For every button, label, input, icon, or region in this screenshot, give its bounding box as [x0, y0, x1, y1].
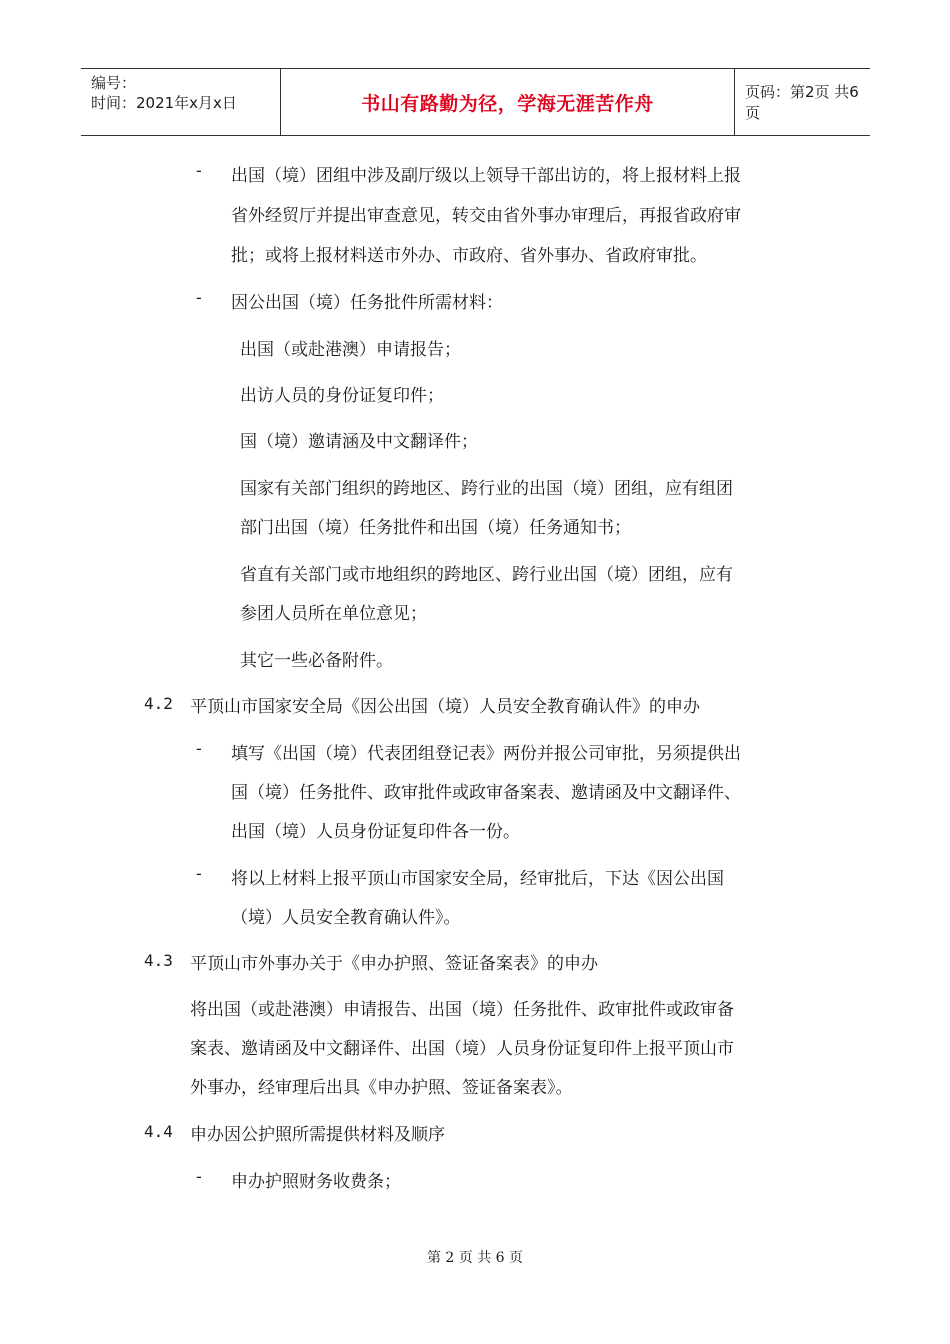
paragraph-line: 申办护照财务收费条；	[231, 1172, 401, 1192]
material-item: 其它一些必备附件。	[240, 651, 393, 671]
paragraph-line: 将出国（或赴港澳）申请报告、出国（境）任务批件、政审批件或政审备	[190, 1000, 734, 1020]
page-footer: 第 2 页 共 6 页	[426, 1250, 524, 1266]
section-number: 4.3	[144, 951, 173, 970]
material-item: 出国（或赴港澳）申请报告；	[240, 340, 461, 360]
serial-label: 编号：	[91, 74, 137, 92]
section-number: 4.4	[144, 1122, 173, 1141]
page-header	[81, 68, 870, 136]
time-label: 时间：2021年x月x日	[91, 94, 237, 112]
bullet-dash: -	[196, 288, 202, 308]
material-item: 部门出国（境）任务批件和出国（境）任务通知书；	[240, 518, 631, 538]
bullet-dash: -	[196, 864, 202, 884]
paragraph-line: 填写《出国（境）代表团组登记表》两份并报公司审批，另须提供出	[231, 744, 741, 764]
paragraph-line: 因公出国（境）任务批件所需材料：	[231, 293, 503, 313]
material-item: 出访人员的身份证复印件；	[240, 386, 444, 406]
bullet-dash: -	[196, 739, 202, 759]
material-item: 国家有关部门组织的跨地区、跨行业的出国（境）团组，应有组团	[240, 479, 733, 499]
material-item: 国（境）邀请涵及中文翻译件；	[240, 432, 478, 452]
header-meta-cell	[81, 69, 281, 135]
material-item: 参团人员所在单位意见；	[240, 604, 427, 624]
paragraph-line: 将以上材料上报平顶山市国家安全局，经审批后，下达《因公出国	[231, 869, 724, 889]
paragraph-line: 批；或将上报材料送市外办、市政府、省外事办、省政府审批。	[231, 246, 707, 266]
paragraph-line: （境）人员安全教育确认件》。	[231, 908, 461, 928]
paragraph-line: 出国（境）团组中涉及副厅级以上领导干部出访的，将上报材料上报	[231, 166, 741, 186]
header-motto: 书山有路勤为径，学海无涯苦作舟	[281, 69, 735, 135]
section-title: 平顶山市国家安全局《因公出国（境）人员安全教育确认件》的申办	[190, 697, 700, 717]
section-number: 4.2	[144, 694, 173, 713]
header-page-info: 页码：第2页 共6页	[745, 83, 859, 122]
paragraph-line: 国（境）任务批件、政审批件或政审备案表、邀请函及中文翻译件、	[231, 783, 741, 803]
paragraph-line: 外事办，经审理后出具《申办护照、签证备案表》。	[190, 1078, 573, 1098]
section-title: 平顶山市外事办关于《申办护照、签证备案表》的申办	[190, 954, 598, 974]
bullet-dash: -	[196, 1167, 202, 1187]
paragraph-line: 省外经贸厅并提出审查意见，转交由省外事办审理后，再报省政府审	[231, 206, 741, 226]
material-item: 省直有关部门或市地组织的跨地区、跨行业出国（境）团组，应有	[240, 565, 733, 585]
paragraph-line: 案表、邀请函及中文翻译件、出国（境）人员身份证复印件上报平顶山市	[190, 1039, 734, 1059]
section-title: 申办因公护照所需提供材料及顺序	[190, 1125, 445, 1145]
paragraph-line: 出国（境）人员身份证复印件各一份。	[231, 822, 520, 842]
bullet-dash: -	[196, 161, 202, 181]
